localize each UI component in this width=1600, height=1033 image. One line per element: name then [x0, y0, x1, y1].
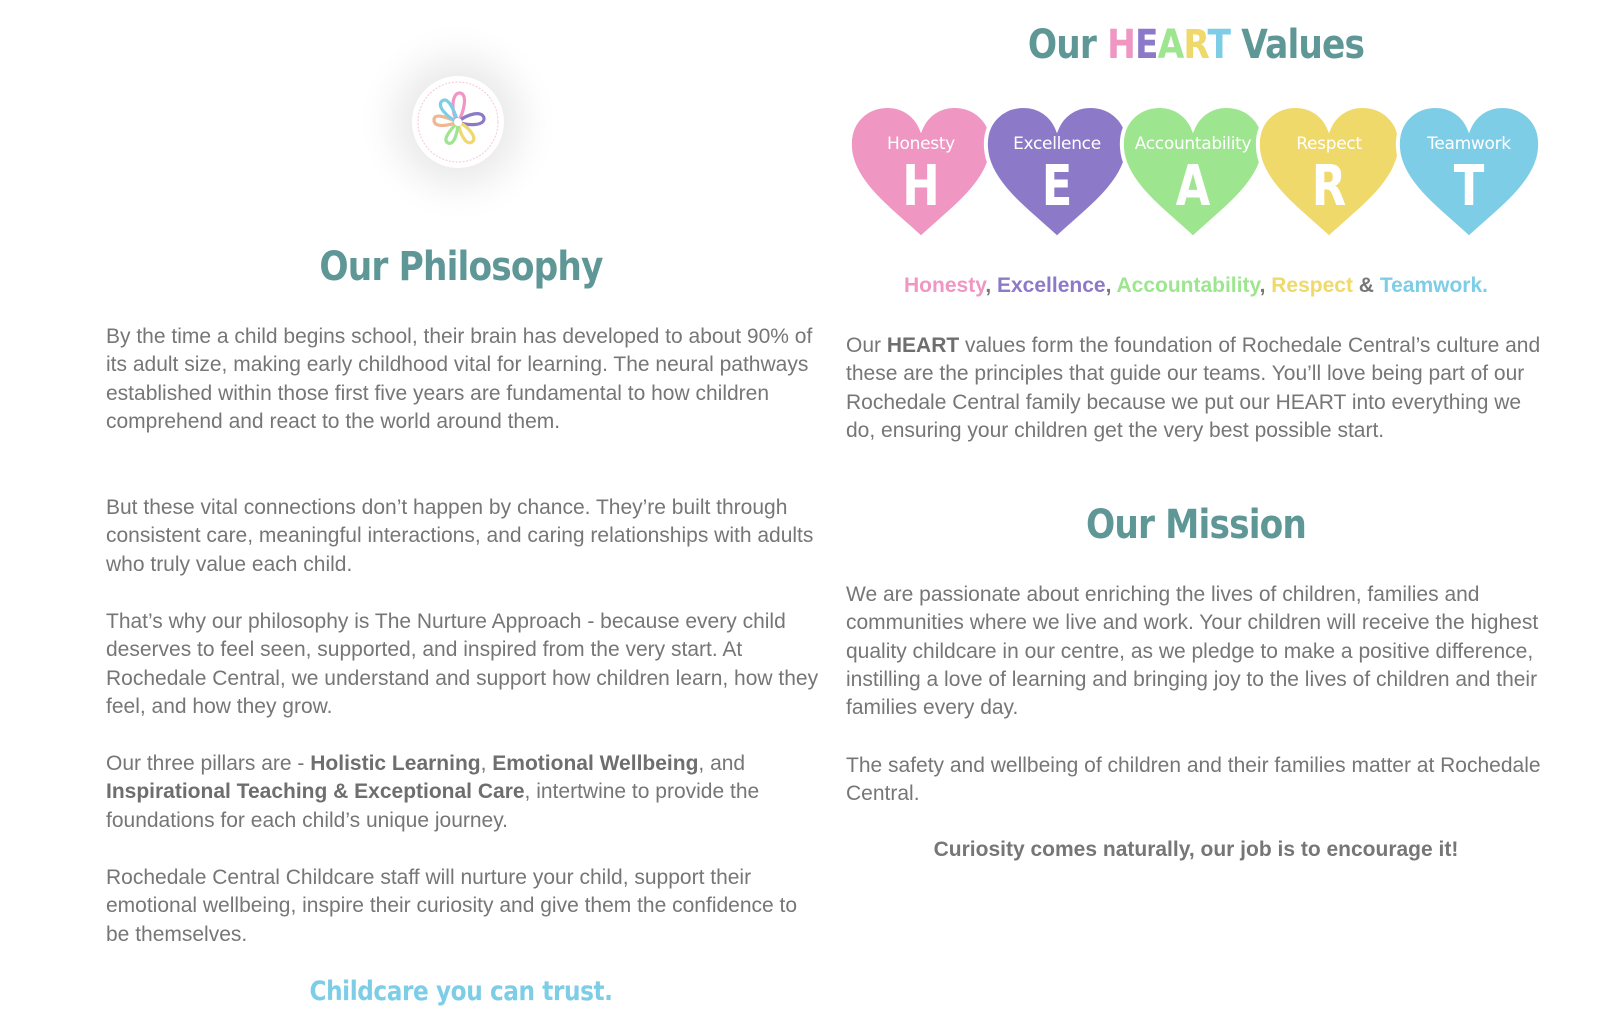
heart-letter: H: [902, 154, 940, 219]
heart-letter: R: [1311, 154, 1347, 219]
heart-word: Accountability: [1134, 134, 1252, 154]
heart-respect: [1254, 104, 1404, 244]
value-excellence: Excellence: [996, 274, 1106, 297]
heart-letter: T: [1453, 154, 1485, 219]
heart-inline-a: A: [916, 334, 932, 357]
pillar-holistic-learning: Holistic Learning: [310, 752, 481, 775]
pillars-prefix: Our three pillars are -: [106, 752, 311, 775]
value-separator: ,: [1105, 274, 1117, 297]
pillars-suffix: , intertwine to provide the foundations for each child’s unique journey.: [106, 780, 760, 832]
philosophy-paragraph-2: But these vital connections don’t happen by chance. They’re built through consistent care, meaningful interactions, and caring relationships with adults who truly value each child.: [106, 496, 814, 576]
value-honesty: Honesty: [904, 274, 986, 297]
heart-word: Teamwork: [1427, 134, 1511, 154]
philosophy-paragraph-5: Rochedale Central Childcare staff will nurture your child, support their emotional wellbeing, inspire their curiosity and give them the confidence to be themselves.: [106, 866, 798, 946]
heading-letter-a: A: [1157, 22, 1184, 68]
heart-honesty: [846, 104, 996, 244]
heart-excellence: [982, 104, 1132, 244]
mission-paragraph-1: We are passionate about enriching the lives of children, families and communities where we live and work. Your children will receive the highest quality childcare in our centre, as we pledge to make a positive difference, instilling a love of learning and bringing joy to the lives of children and their families every day.: [846, 583, 1539, 720]
heart-word: Honesty: [887, 134, 955, 154]
flower-logo: [412, 76, 504, 168]
mission-closing-statement: Curiosity comes naturally, our job is to encourage it!: [933, 838, 1459, 861]
pillar-emotional-wellbeing: Emotional Wellbeing: [492, 752, 699, 775]
heart-letter: A: [1175, 154, 1211, 219]
heart-inline-t: T: [946, 334, 960, 357]
pillars-sep-1: ,: [480, 752, 493, 775]
value-separator: &: [1352, 274, 1380, 297]
philosophy-heading: Our Philosophy: [319, 244, 603, 290]
philosophy-pillars-paragraph: [106, 750, 821, 835]
pillar-inspirational-teaching: Inspirational Teaching & Exceptional Care: [106, 780, 525, 804]
flower-logo-icon: [412, 76, 504, 168]
heading-letter-t: T: [1207, 22, 1231, 68]
heading-prefix: Our: [1027, 22, 1108, 68]
heart-word: Excellence: [1013, 134, 1101, 154]
tagline: Childcare you can trust.: [309, 976, 613, 1007]
value-separator: ,: [985, 274, 997, 297]
paragraph-suffix: values form the foundation of Rochedale Central’s culture and these are the principles that guide our teams. You’ll love being part of our Rochedale Central family because we put our HEART into everything we do, ensuring your children get the very best possible start.: [846, 334, 1541, 442]
heart-letter: E: [1041, 154, 1073, 219]
heart-inline-r: R: [931, 334, 947, 357]
heading-letter-h: H: [1107, 22, 1136, 68]
values-summary-line: [846, 274, 1546, 298]
heart-values-paragraph: [846, 332, 1546, 445]
paragraph-prefix: Our: [846, 334, 887, 357]
mission-paragraph-2: The safety and wellbeing of children and their families matter at Rochedale Central.: [846, 754, 1541, 806]
value-teamwork: Teamwork.: [1379, 274, 1488, 297]
pillars-sep-2: , and: [698, 752, 746, 775]
value-respect: Respect: [1271, 274, 1353, 297]
heart-inline-e: E: [902, 334, 917, 357]
value-accountability: Accountability: [1116, 274, 1260, 297]
value-separator: ,: [1259, 274, 1272, 297]
mission-heading: Our Mission: [1085, 502, 1307, 548]
heart-word: Respect: [1296, 134, 1362, 154]
heading-suffix: Values: [1230, 22, 1365, 68]
heart-values-heading: [895, 22, 1497, 68]
philosophy-paragraph-3: That’s why our philosophy is The Nurture Approach - because every child deserves to feel seen, supported, and inspired from the very start. At Rochedale Central, we understand and support how children learn, how they feel, and how they grow.: [106, 610, 819, 718]
heading-letter-r: R: [1183, 22, 1208, 68]
philosophy-paragraph-1: By the time a child begins school, their brain has developed to about 90% of its adult size, making early childhood vital for learning. The neural pathways established within those first five years are fundamental to how children comprehend and react to the world around them.: [106, 325, 813, 433]
heading-letter-e: E: [1135, 22, 1158, 68]
heart-inline-h: H: [886, 334, 903, 357]
heart-teamwork: [1394, 104, 1544, 244]
heart-accountability: [1118, 104, 1268, 244]
heart-values-graphic: [846, 104, 1546, 244]
